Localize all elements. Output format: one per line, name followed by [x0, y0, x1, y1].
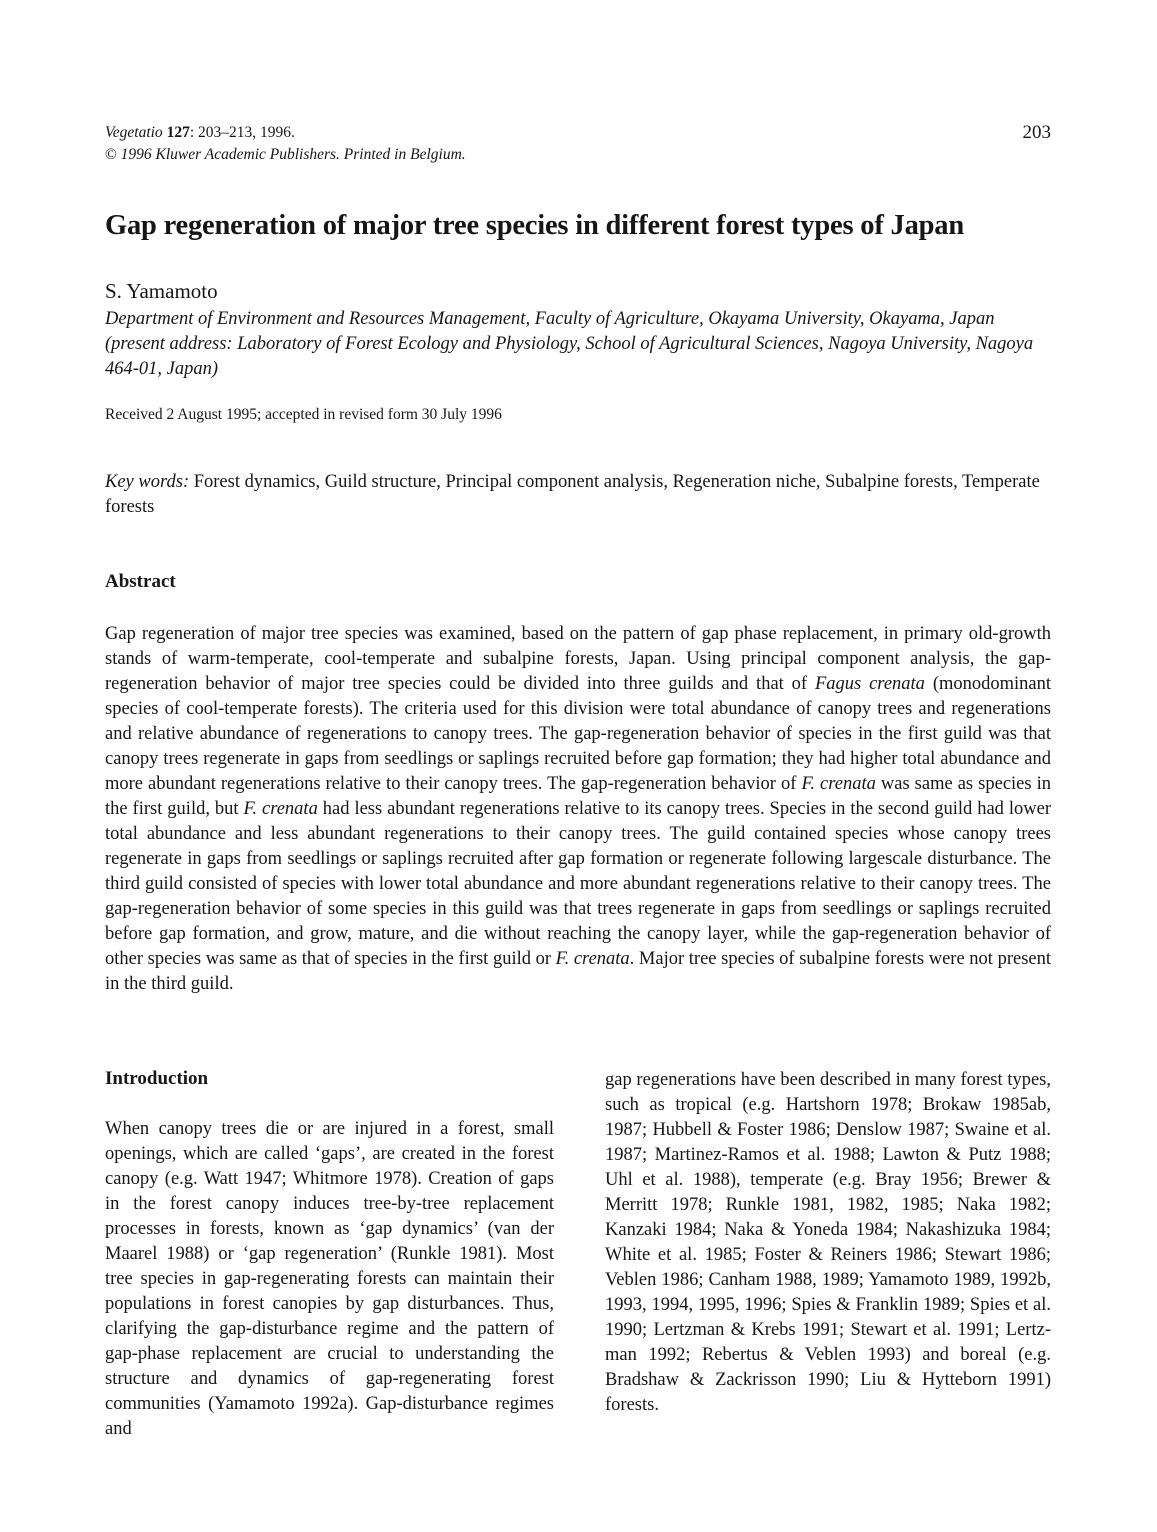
author-affiliation: Department of Environment and Resources Management, Faculty of Agriculture, Okayama University, Okayama, Japan (present address: Laboratory of Forest Ecology and Physiology, School of Agricultural Sciences, Nagoya University, Nagoya 464-01, Japan) [105, 309, 1034, 379]
species-f-crenata: F. crenata [801, 774, 876, 794]
keywords-label: Key words: [105, 472, 190, 492]
introduction-heading: Introduction [105, 1068, 209, 1089]
author-name: S. Yamamoto [105, 279, 218, 303]
copyright-text: 1996 Kluwer Academic Publishers. Printed in Belgium. [120, 146, 466, 163]
abstract-text-2: (monodominant species of cool-temperate forests). The criteria used for this division were total abundance of canopy trees and regenerations and relative abundance of regenerations to canopy trees. The gap-regeneration behavior of species in the first guild was that canopy trees regenerate in gaps from seedlings or saplings recruited before gap formation; they had higher total abundance and more abundant regenerations relative to their canopy trees. The gap-regeneration behavior of [105, 674, 1051, 794]
page-number: 203 [1022, 122, 1051, 143]
abstract-text-3: was same as species in the first guild, but [105, 774, 1051, 819]
keywords [105, 470, 1055, 520]
journal-line [105, 122, 466, 144]
abstract-body [105, 622, 1051, 997]
introduction-right-column: gap regenerations have been described in many forest types, such as tropical (e.g. Hartshorn 1978; Brokaw 1985ab, 1987; Hubbell & Foster 1986; Denslow 1987; Swaine et al. 1987; Martinez-Ramos et al. 1988; Lawton & Putz 1988; Uhl et al. 1988), temperate (e.g. Bray 1956; Brewer & Merritt 1978; Runkle 1981, 1982, 1985; Naka 1982; Kanzaki 1984; Naka & Yoneda 1984; Nakashizuka 1984; White et al. 1985; Foster & Reiners 1986; Stewart 1986; Veblen 1986; Canham 1988, 1989; Yamamoto 1989, 1992b, 1993, 1994, 1995, 1996; Spies & Franklin 1989; Spies et al. 1990; Lertzman & Krebs 1991; Stewart et al. 1991; Lertzman 1992; Rebertus & Veblen 1993) and boreal (e.g. Bradshaw & Zackrisson 1990; Liu & Hytteborn 1991) forests. [605, 1070, 1051, 1415]
abstract-text-1: Gap regeneration of major tree species was examined, based on the pattern of gap phase replacement, in primary old-growth stands of warm-temperate, cool-temperate and subalpine forests, Japan. Using principal component analysis, the gap-regeneration behavior of major tree species could be divided into three guilds and that of [105, 624, 1051, 694]
journal-name: Vegetatio [105, 124, 163, 141]
received-dates: Received 2 August 1995; accepted in revised form 30 July 1996 [105, 406, 502, 423]
article-title: Gap regeneration of major tree species in different forest types of Japan [105, 210, 964, 241]
copyright-symbol: © [105, 146, 117, 163]
species-f-crenata: F. crenata [555, 949, 630, 969]
abstract-heading: Abstract [105, 571, 176, 592]
copyright-line [105, 144, 466, 166]
journal-volume: 127 [166, 124, 190, 141]
journal-pages: : 203–213, 1996. [189, 124, 295, 141]
introduction-left-column: When canopy trees die or are injured in a forest, small openings, which are called ‘gaps’, are created in the forest canopy (e.g. Watt 1947; Whitmore 1978). Creation of gaps in the forest canopy induces tree-by-tree replacement processes in forests, known as ‘gap dynamics’ (van der Maarel 1988) or ‘gap regeneration’ (Runkle 1981). Most tree species in gap-regenerating forests can maintain their populations in forest canopies by gap disturbances. Thus, clarifying the gap-disturbance regime and the pattern of gap-phase replacement are crucial to understanding the structure and dynamics of gap-regenerating forest communities (Yamamoto 1992a). Gap-disturbance regimes and [105, 1119, 554, 1439]
journal-citation [105, 122, 466, 166]
keywords-list: Forest dynamics, Guild structure, Principal component analysis, Regeneration niche, Subalpine forests, Temperate forests [105, 472, 1040, 517]
species-fagus-crenata: Fagus crenata [814, 674, 925, 694]
abstract-text-5: . Major tree species of subalpine forests were not present in the third guild. [105, 949, 1051, 994]
abstract-text-4: had less abundant regenerations relative to its canopy trees. Species in the second guild had lower total abundance and less abundant regenerations to their canopy trees. The guild contained species whose canopy trees regenerate in gaps from seedlings or saplings recruited after gap formation or regenerate following largescale disturbance. The third guild consisted of species with lower total abundance and more abundant regenerations relative to their canopy trees. The gap-regeneration behavior of some species in this guild was that trees regenerate in gaps from seedlings or saplings recruited before gap formation, and grow, mature, and die without reaching the canopy layer, while the gap-regeneration behavior of other species was same as that of species in the first guild or [105, 799, 1051, 969]
species-f-crenata: F. crenata [243, 799, 318, 819]
